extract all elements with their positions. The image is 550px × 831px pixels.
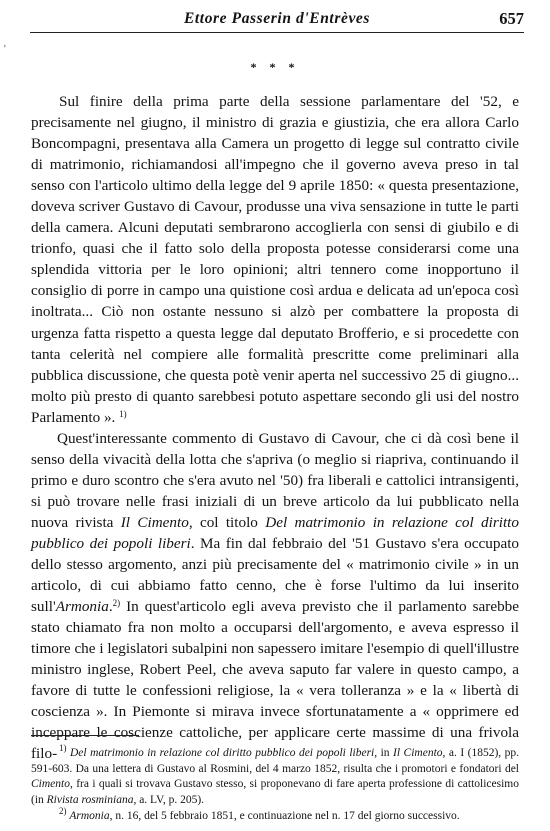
- paragraph-2-text-a: Quest'interessante commento di Gustavo di Cavour, che ci dà così bene il senso della vivacità della lotta che s'apriva (o meglio si riapriva, continuando il primo e duro scontro che s'era avuto nel '50) fra liberali e cattolici intransigenti, si può trovare nelle frasi iniziali di un breve articolo da lui pubblicato nella nuova rivista: [31, 429, 519, 531]
- paragraph-2-text-d: .: [108, 598, 113, 616]
- body-text: [31, 91, 519, 765]
- paragraph-2: [31, 428, 519, 765]
- footnote-divider: [31, 735, 139, 736]
- running-title: Ettore Passerin d'Entrèves: [183, 10, 371, 27]
- footnotes: [31, 743, 520, 825]
- footnote-2-text: , n. 16, del 5 febbraio 1851, e continuazione nel n. 17 del giorno successivo.: [109, 809, 460, 822]
- paragraph-1-text: Sul finire della prima parte della sessione parlamentare del '52, e precisamente nel giugno, il ministro di grazia e giustizia, che era allora Carlo Boncompagni, presentava alla Camera un progetto di legge sul contratto civile di matrimonio, richiamandosi all'impegno che il governo aveva preso in tal senso con l'articolo ultimo della legge del 9 aprile 1850: « questa presentazione, doveva scriver Gustavo di Cavour, produsse una viva sensazione in tutte le parti della camera. Alcuni deputati sembrarono accoglierla con sensi di giubilo e di trionfo, quasi che il fatto solo della proposta potesse considerarsi come una splendida vittoria per le loro opinioni; altri tennero come inopportuno il consiglio di porre in campo una quistione così ardua e delicata ad un'epoca così inoltrata... Ciò non ostante nessuno si alzò per combattere la proposta di urgenza fatta rispetto a questa legge dal deputato Brofferio, e si procedette con tanta celerità nel compiere alle formalità prescritte come preliminari alla pubblica discussione, che questa potè venir aperta nel successivo 25 di giugno... molto più presto di quanto sarebbesi potuto aspettare secondo gli usi del nostro Parlamento ».: [31, 93, 519, 426]
- article-title: Del matrimonio in relazione col diritto pubblico dei popoli liberi: [31, 513, 519, 552]
- footnote-2-mark: 2): [59, 805, 67, 816]
- footnote-2: [31, 805, 519, 825]
- footnote-1-text-a: , in: [374, 747, 394, 759]
- paragraph-2-text-c: . Ma fin dal febbraio del '51 Gustavo s'era occupato dello stesso argomento, anzi più precisamente del « matrimonio civile » in un articolo, di cui abbiamo fatto cenno, che è forse l'ultimo da lui inserito sull': [31, 534, 520, 616]
- footnote-2-armonia: Armonia: [69, 809, 110, 822]
- footnote-1-rivista: Rivista rosminiana: [46, 794, 134, 807]
- journal-title: Il Cimento: [120, 513, 189, 531]
- paragraph-2-text-e: In quest'articolo egli aveva previsto che il parlamento sarebbe stato chiamato fra non molto a occuparsi dell'argomento, e aveva espresso il timore che i legislatori subalpini non sapessero imitare l'esempio di quell'illustre ministro inglese, Robert Peel, che aveva saputo far valere in questo campo, a favore di tutte le confessioni religiose, la « vera tolleranza » e la « libertà di coscienza ». In Piemonte si mirava invece sfortunatamente a « opprimere ed inceppare le coscienze cattoliche, per applicare certe massime di una frivola filo-: [31, 598, 519, 763]
- footnote-1: [31, 743, 520, 809]
- margin-mark: ': [4, 44, 6, 55]
- footnote-ref-2: 2): [112, 598, 121, 609]
- footnote-1-mark: 1): [59, 743, 67, 753]
- footnote-1-text-b: , a. I (1852), pp. 591-603. Da una lettera di Gustavo al Rosmini, del 4 marzo 1852, risulta che i promotori e fondatori del: [31, 747, 520, 775]
- footnote-1-title: Del matrimonio in relazione col diritto pubblico dei popoli liberi: [69, 747, 375, 759]
- paragraph-1: [31, 91, 519, 428]
- paragraph-2-text-b: , col titolo: [188, 513, 266, 531]
- footnote-1-text-d: , a. LV, p. 205).: [133, 794, 205, 807]
- footnote-ref-1: 1): [119, 408, 127, 419]
- section-separator: * * *: [250, 60, 300, 74]
- armonia-title: Armonia: [55, 598, 109, 616]
- page-header: [30, 6, 524, 33]
- footnote-1-text-c: , fra i quali si trovava Gustavo stesso, si proponevano di fare aperta professione di cattolicesimo (in: [31, 778, 519, 807]
- footnote-1-journal: Il Cimento: [393, 747, 443, 759]
- page-number: 657: [499, 9, 524, 28]
- footnote-1-journal-2: Cimento: [31, 778, 70, 791]
